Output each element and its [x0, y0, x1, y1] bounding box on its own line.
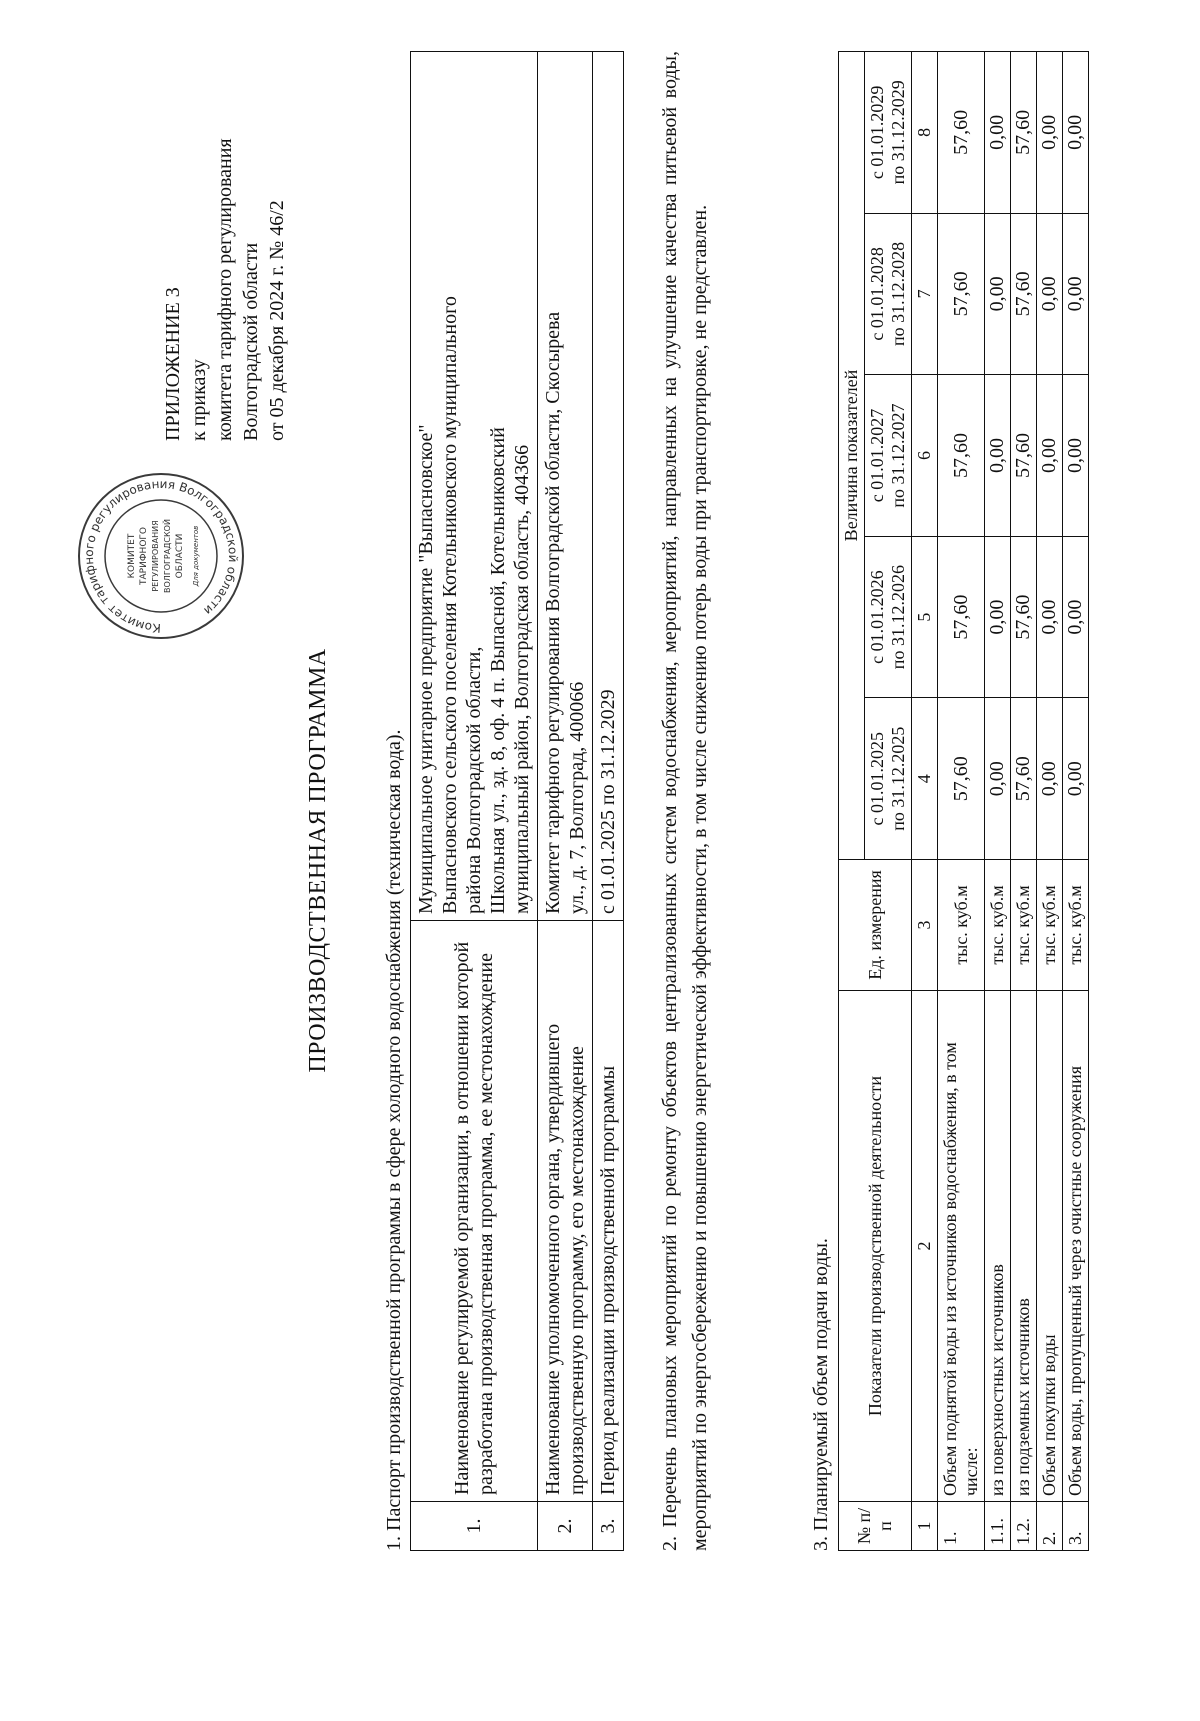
- column-number: 6: [912, 375, 938, 537]
- period-from: с 01.01.2026: [867, 570, 887, 664]
- column-number-row: [912, 52, 938, 1551]
- water-volume-table: [838, 51, 1089, 1551]
- appendix-block: [160, 21, 290, 441]
- row-value: 0,00: [985, 52, 1011, 214]
- value-line: муниципальный район, Волгоградская область, 404366: [511, 444, 533, 914]
- table-row: [985, 52, 1011, 1551]
- appendix-committee: комитета тарифного регулирования: [214, 138, 236, 441]
- period-to: по 31.12.2025: [888, 726, 908, 831]
- row-value: 0,00: [1037, 536, 1063, 698]
- table-row: [1011, 52, 1037, 1551]
- row-value: 0,00: [985, 698, 1011, 860]
- appendix-region: Волгоградской области: [240, 242, 262, 441]
- row-value: 57,60: [938, 698, 985, 860]
- row-indicator: из подземных источников: [1011, 991, 1037, 1502]
- row-number: 1.: [938, 1502, 985, 1551]
- row-value: 57,60: [938, 375, 985, 537]
- row-number: 1.: [411, 1502, 538, 1551]
- value-line: Выпасновского сельского поселения Котельниковского муниципального: [439, 296, 461, 914]
- col-header-period: [865, 698, 912, 860]
- seal-outer-text: Комитет тарифного регулирования Волгоградской области: [81, 476, 241, 636]
- table-row: [593, 52, 624, 1551]
- period-from: с 01.01.2029: [867, 85, 887, 180]
- row-value: 0,00: [985, 375, 1011, 537]
- section-1-heading: 1. Паспорт производственной программы в сфере холодного водоснабжения (техническая вода).: [383, 729, 405, 1551]
- seal-icon: [76, 471, 246, 641]
- row-value: 57,60: [1011, 698, 1037, 860]
- period-from: с 01.01.2025: [867, 731, 887, 826]
- column-number: 4: [912, 698, 938, 860]
- period-to: по 31.12.2026: [888, 565, 908, 670]
- col-header-unit: Ед. измерения: [839, 860, 912, 991]
- row-value: 57,60: [938, 52, 985, 214]
- row-unit: тыс. куб.м: [985, 860, 1011, 991]
- row-indicator: Объем поднятой воды из источников водоснабжения, в том числе:: [938, 991, 985, 1502]
- section-2-text: 2. Перечень плановых мероприятий по ремонту объектов централизованных систем водоснабжения, мероприятий, направленных на улучшение качества питьевой воды, мероприятий по энергосбережению и повышению энергетической эффективности, в том числе снижению потерь воды при транспортировке, не представлен.: [659, 51, 711, 1551]
- period-from: с 01.01.2028: [867, 247, 887, 341]
- table-row: [1037, 52, 1063, 1551]
- table-row: [938, 52, 985, 1551]
- appendix-order-ref: к приказу: [188, 359, 210, 441]
- value-line: Комитет тарифного регулирования Волгоградской области, Скосырева: [542, 311, 564, 914]
- row-value: 57,60: [1011, 213, 1037, 375]
- col-header-period: [865, 213, 912, 375]
- row-number: 3.: [593, 1502, 624, 1551]
- period-to: по 31.12.2028: [888, 241, 908, 346]
- column-number: 5: [912, 536, 938, 698]
- column-number: 7: [912, 213, 938, 375]
- col-header-values-group: Величина показателей: [839, 52, 865, 860]
- column-number: 3: [912, 860, 938, 991]
- row-value: 57,60: [938, 536, 985, 698]
- col-header-period: [865, 375, 912, 537]
- document-title: ПРОИЗВОДСТВЕННАЯ ПРОГРАММА: [305, 648, 331, 1073]
- col-header-number: № п/п: [839, 1502, 912, 1551]
- row-label: Наименование уполномоченного органа, утвердившего производственную программу, его местонахождение: [538, 921, 593, 1502]
- seal-line-1: КОМИТЕТ: [127, 533, 137, 579]
- row-label: Наименование регулируемой организации, в отношении которой разработана производственная программа, ее местонахождение: [411, 921, 538, 1502]
- table-row: [538, 52, 593, 1551]
- row-number: 2.: [1037, 1502, 1063, 1551]
- row-value: [538, 52, 593, 921]
- appendix-date-number: от 05 декабря 2024 г. № 46/2: [266, 200, 288, 441]
- value-line: с 01.01.2025 по 31.12.2029: [597, 689, 619, 914]
- section-3-heading: 3. Планируемый объем подачи воды.: [810, 1238, 832, 1551]
- row-value: 57,60: [1011, 375, 1037, 537]
- row-value: [411, 52, 538, 921]
- row-indicator: из поверхностных источников: [985, 991, 1011, 1502]
- column-number: 2: [912, 991, 938, 1502]
- period-from: с 01.01.2027: [867, 408, 887, 503]
- col-header-period: [865, 536, 912, 698]
- row-value: 57,60: [1011, 536, 1037, 698]
- row-number: 2.: [538, 1502, 593, 1551]
- row-value: 57,60: [938, 213, 985, 375]
- value-line: района Волгоградской области,: [463, 646, 485, 914]
- row-value: 0,00: [1063, 536, 1089, 698]
- passport-table: [410, 51, 624, 1551]
- row-value: 0,00: [1037, 213, 1063, 375]
- row-unit: тыс. куб.м: [1011, 860, 1037, 991]
- seal-line-3: РЕГУЛИРОВАНИЯ: [151, 520, 160, 592]
- seal-line-6: Для документов: [192, 525, 200, 587]
- row-indicator: Объем покупки воды: [1037, 991, 1063, 1502]
- table-row: [411, 52, 538, 1551]
- col-header-indicator: Показатели производственной деятельности: [839, 991, 912, 1502]
- row-value: 57,60: [1011, 52, 1037, 214]
- row-value: 0,00: [1063, 375, 1089, 537]
- row-value: 0,00: [985, 213, 1011, 375]
- seal-line-5: ОБЛАСТИ: [175, 533, 185, 579]
- row-value: 0,00: [985, 536, 1011, 698]
- column-number: 1: [912, 1502, 938, 1551]
- table-header-row: [839, 52, 865, 1551]
- seal-line-4: ВОЛГОГРАДСКОЙ: [163, 519, 172, 593]
- appendix-title: ПРИЛОЖЕНИЕ 3: [162, 287, 184, 441]
- row-value: 0,00: [1037, 698, 1063, 860]
- period-to: по 31.12.2029: [888, 80, 908, 185]
- row-label: Период реализации производственной программы: [593, 921, 624, 1502]
- row-unit: тыс. куб.м: [1037, 860, 1063, 991]
- row-value: 0,00: [1037, 375, 1063, 537]
- seal-line-2: ТАРИФНОГО: [139, 527, 149, 585]
- table-row: [1063, 52, 1089, 1551]
- col-header-period: [865, 52, 912, 214]
- official-seal: [76, 471, 246, 641]
- period-to: по 31.12.2027: [888, 403, 908, 508]
- value-line: ул., д. 7, Волгоград, 400066: [566, 681, 588, 914]
- value-line: Муниципальное унитарное предприятие "Выпасновское": [415, 424, 437, 914]
- row-value: 0,00: [1063, 698, 1089, 860]
- row-value: 0,00: [1063, 213, 1089, 375]
- row-unit: тыс. куб.м: [1063, 860, 1089, 991]
- row-value: 0,00: [1063, 52, 1089, 214]
- row-value: [593, 52, 624, 921]
- row-value: 0,00: [1037, 52, 1063, 214]
- row-number: 1.1.: [985, 1502, 1011, 1551]
- row-unit: тыс. куб.м: [938, 860, 985, 991]
- column-number: 8: [912, 52, 938, 214]
- row-number: 3.: [1063, 1502, 1089, 1551]
- row-indicator: Объем воды, пропущенный через очистные сооружения: [1063, 991, 1089, 1502]
- row-number: 1.2.: [1011, 1502, 1037, 1551]
- value-line: Школьная ул., зд. 8, оф. 4 п. Выпасной, Котельниковский: [487, 427, 509, 914]
